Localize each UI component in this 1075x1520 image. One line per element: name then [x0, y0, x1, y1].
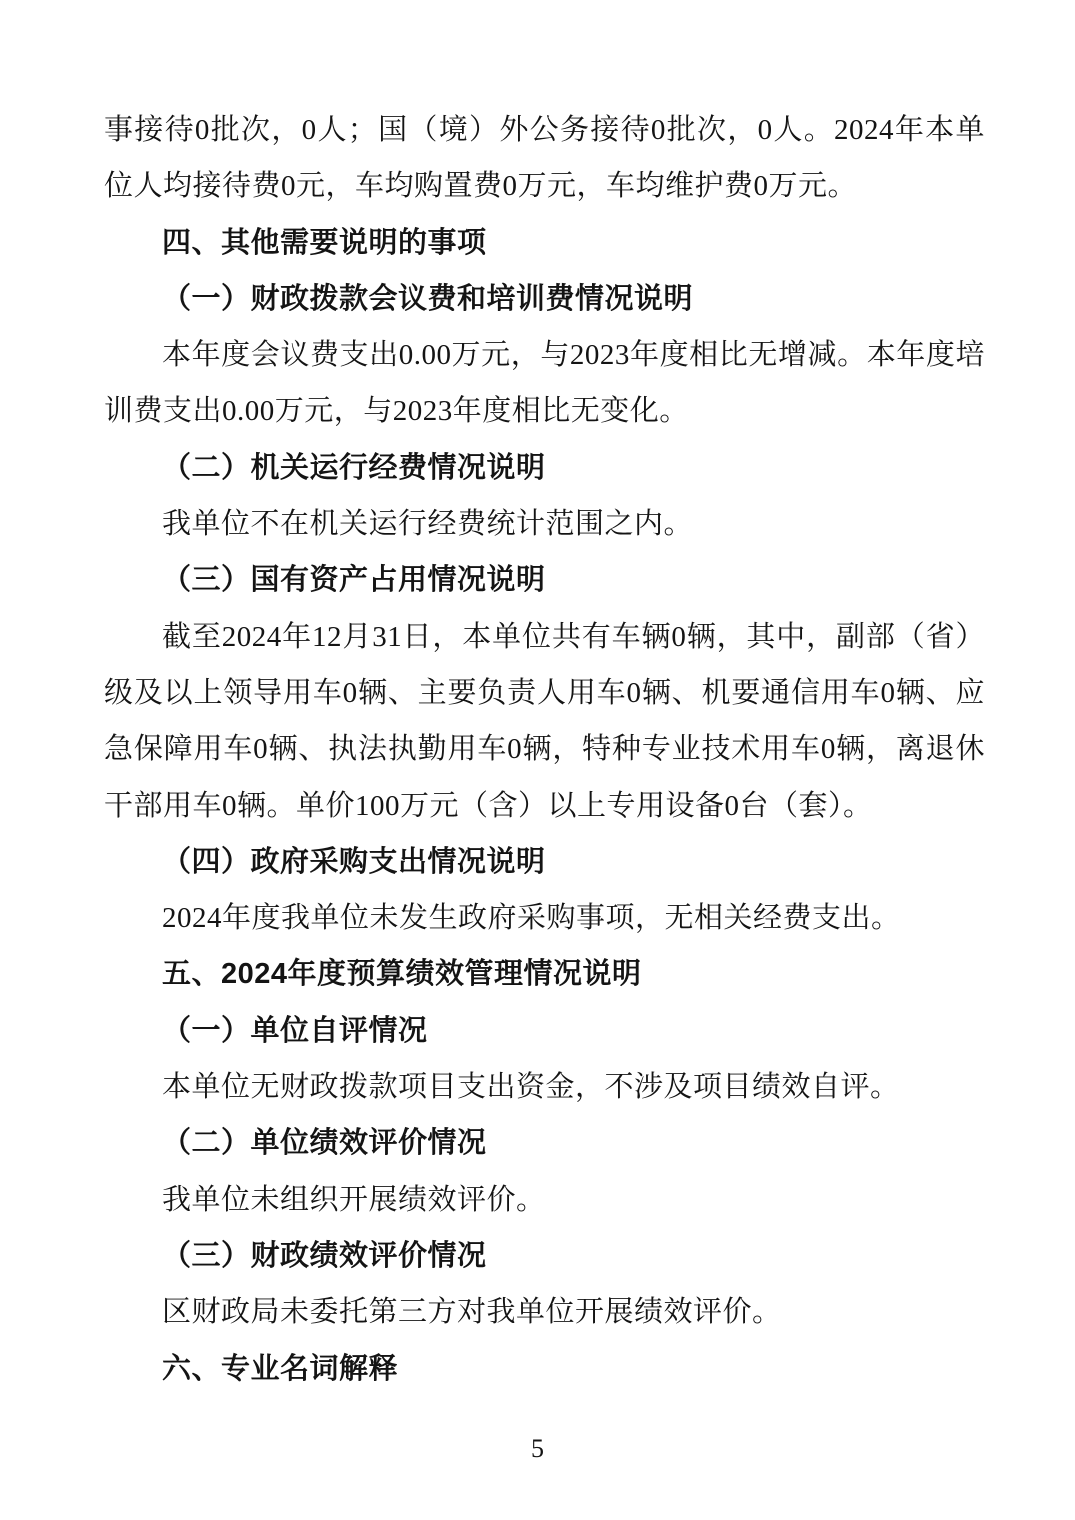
paragraph: 区财政局未委托第三方对我单位开展绩效评价。 — [162, 1296, 782, 1329]
subsection-heading: （一）单位自评情况 — [162, 1014, 428, 1047]
section-heading: 五、2024年度预算绩效管理情况说明 — [162, 958, 642, 991]
document-body — [104, 102, 985, 1397]
paragraph: 我单位不在机关运行经费统计范围之内。 — [162, 508, 694, 541]
subsection-heading: （一）财政拨款会议费和培训费情况说明 — [162, 282, 694, 315]
paragraph: 本年度会议费支出0.00万元，与2023年度相比无增减。本年度培训费支出0.00万元，与2023年度相比无变化。 — [104, 339, 985, 428]
subsection-heading: （二）单位绩效评价情况 — [162, 1127, 487, 1160]
subsection-heading: （三）财政绩效评价情况 — [162, 1239, 487, 1272]
paragraph: 2024年度我单位未发生政府采购事项，无相关经费支出。 — [162, 902, 901, 935]
subsection-heading: （二）机关运行经费情况说明 — [162, 451, 546, 484]
page-number: 5 — [531, 1434, 544, 1463]
paragraph: 截至2024年12月31日，本单位共有车辆0辆，其中，副部（省）级及以上领导用车0辆、主要负责人用车0辆、机要通信用车0辆、应急保障用车0辆、执法执勤用车0辆，特种专业技术用车0辆，离退休干部用车0辆。单价100万元（含）以上专用设备0台（套）。 — [104, 620, 985, 822]
paragraph-continuation: 事接待0批次，0人；国（境）外公务接待0批次，0人。2024年本单位人均接待费0元，车均购置费0万元，车均维护费0万元。 — [104, 114, 985, 203]
section-heading: 四、其他需要说明的事项 — [162, 226, 487, 259]
section-heading: 六、专业名词解释 — [162, 1352, 399, 1385]
paragraph: 我单位未组织开展绩效评价。 — [162, 1183, 546, 1216]
paragraph: 本单位无财政拨款项目支出资金，不涉及项目绩效自评。 — [162, 1071, 900, 1104]
subsection-heading: （三）国有资产占用情况说明 — [162, 564, 546, 597]
subsection-heading: （四）政府采购支出情况说明 — [162, 845, 546, 878]
